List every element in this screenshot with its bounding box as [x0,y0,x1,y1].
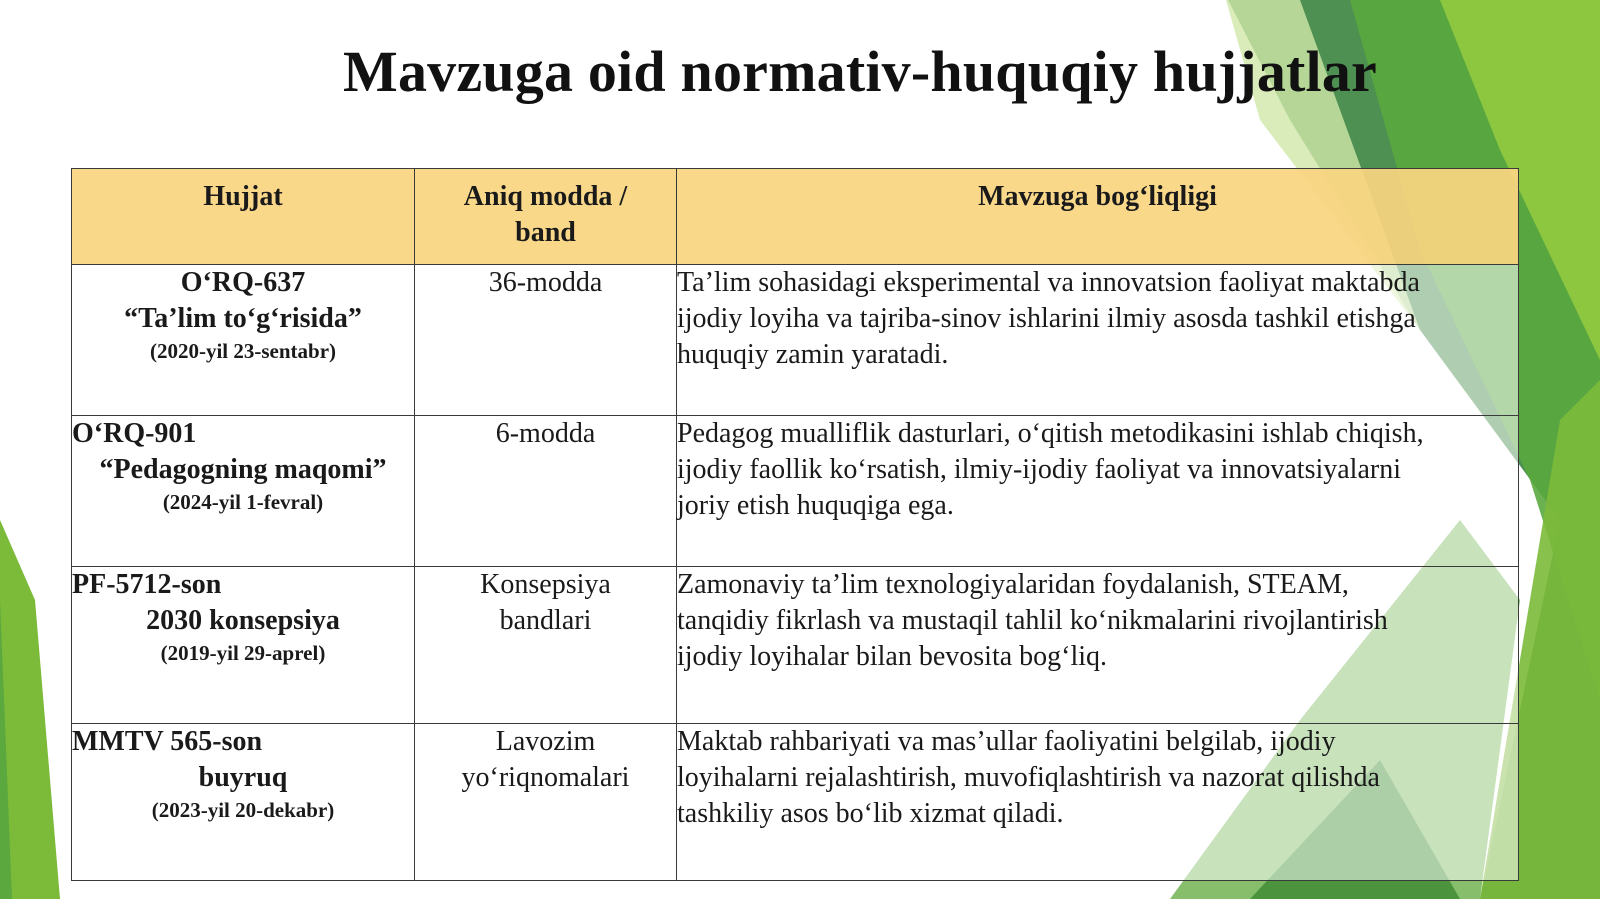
article-cell: Konsepsiya bandlari [415,567,677,724]
relevance-cell: Ta’lim sohasidagi eksperimental va innovatsion faoliyat maktabda ijodiy loyiha va tajriba-sinov ishlarini ilmiy asosda tashkil etishga huquqiy zamin yaratadi. [677,265,1519,416]
table-row [72,416,1519,567]
table-row [72,724,1519,881]
documents-table [71,168,1519,881]
header-relevance: Mavzuga bog‘liqligi [677,169,1519,265]
header-document: Hujjat [72,169,415,265]
article-cell: Lavozim yo‘riqnomalari [415,724,677,881]
article-cell: 6-modda [415,416,677,567]
relevance-cell: Maktab rahbariyati va mas’ullar faoliyatini belgilab, ijodiy loyihalarni rejalashtirish, muvofiqlashtirish va nazorat qilishda tashkiliy asos bo‘lib xizmat qiladi. [677,724,1519,881]
table-header-row [72,169,1519,265]
document-cell: PF-5712-son 2030 konsepsiya (2019-yil 29-aprel) [72,567,415,724]
table-row [72,265,1519,416]
relevance-cell: Pedagog mualliflik dasturlari, o‘qitish metodikasini ishlab chiqish, ijodiy faollik ko‘rsatish, ilmiy-ijodiy faoliyat va innovatsiyalarni joriy etish huquqiga ega. [677,416,1519,567]
header-article: Aniq modda / band [415,169,677,265]
document-cell: O‘RQ-901 “Pedagogning maqomi” (2024-yil 1-fevral) [72,416,415,567]
document-cell: O‘RQ-637 “Ta’lim to‘g‘risida” (2020-yil 23-sentabr) [72,265,415,416]
relevance-cell: Zamonaviy ta’lim texnologiyalaridan foydalanish, STEAM, tanqidiy fikrlash va mustaqil tahlil ko‘nikmalarini rivojlantirish ijodiy loyihalar bilan bevosita bog‘liq. [677,567,1519,724]
page-title: Mavzuga oid normativ-huquqiy hujjatlar [343,39,1377,104]
table-row [72,567,1519,724]
document-cell: MMTV 565-son buyruq (2023-yil 20-dekabr) [72,724,415,881]
article-cell: 36-modda [415,265,677,416]
